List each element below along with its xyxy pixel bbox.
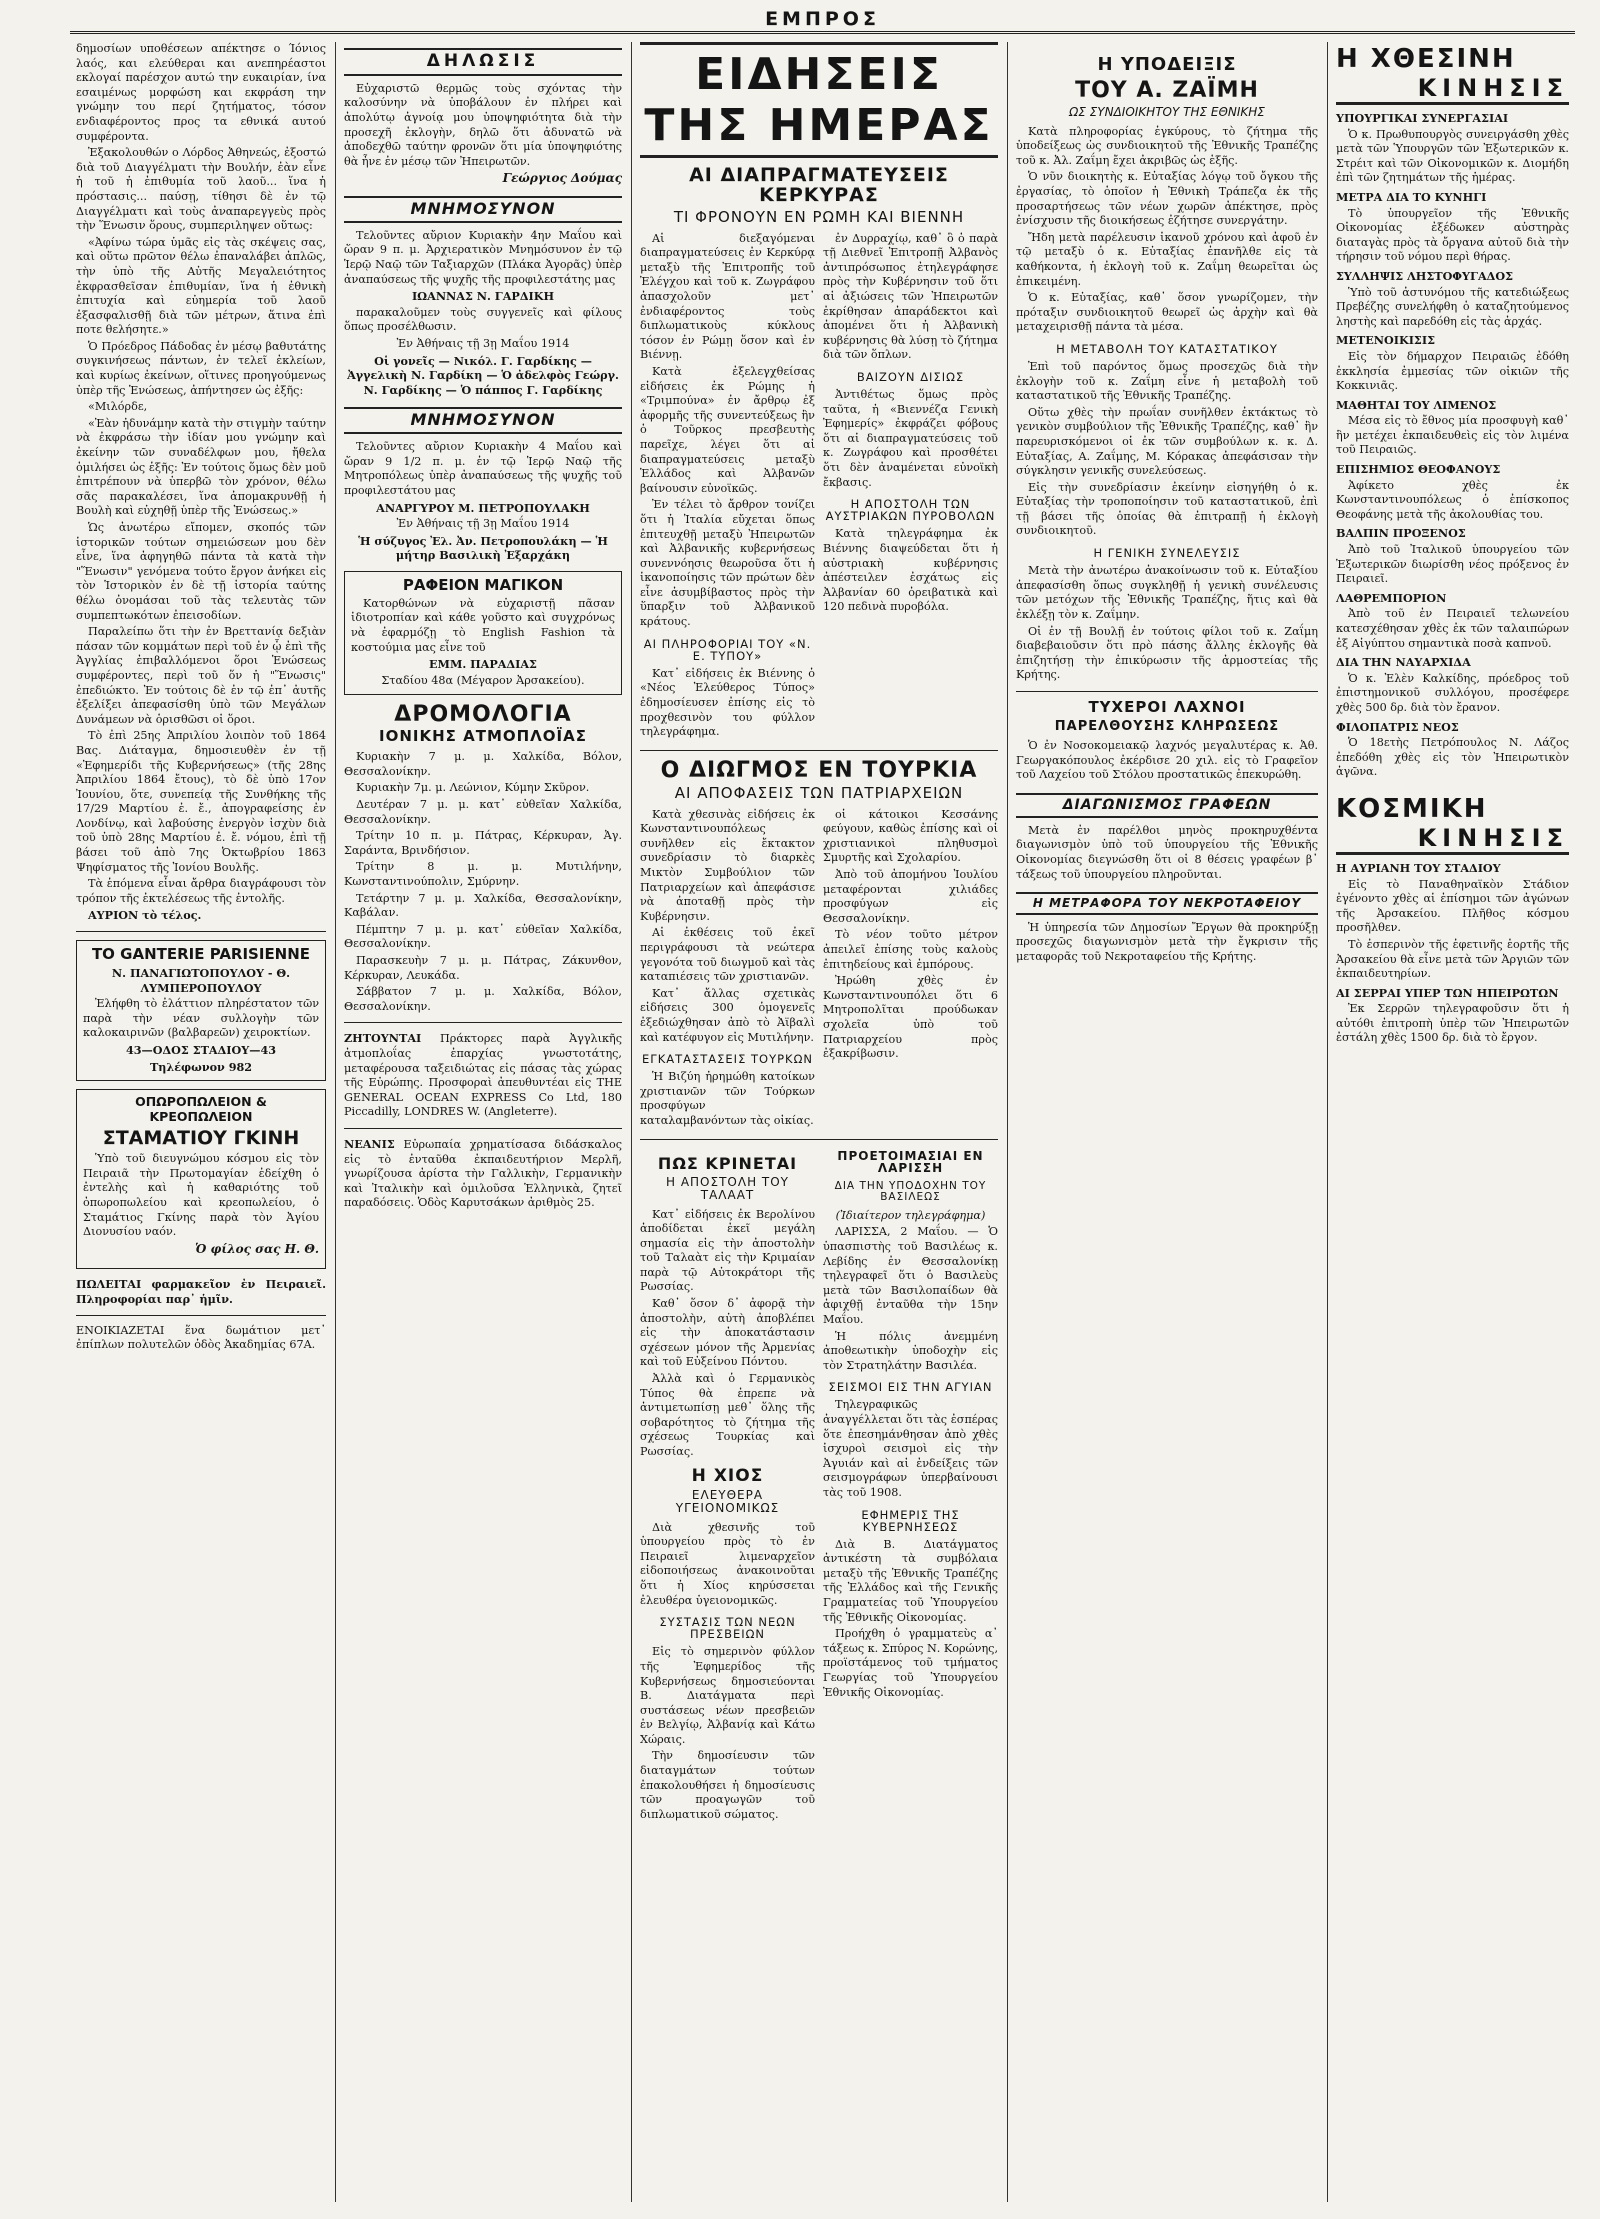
article-headline: Ο ΔΙΩΓΜΟΣ ΕΝ ΤΟΥΡΚΙΑ (660, 757, 978, 783)
article-text: Ὡς ἀνωτέρω εἴπομεν, σκοπός τῶν ἱστορικῶν τούτων σημειώσεων μου δὲν εἶνε, ἵνα ἀφηγηθῶ πάντα τὰ κατὰ τὴν "Ἕνωσιν" γενόμενα τούτο ἔργον ἀνήκει εἰς τὸν Ἱστορικὸν ἐν δὲ τῇ ἱστορία ταύτης θέλω ὀνομάσαι τοῦ τὰς τελευτὰς τῶν συμπεπτωκότων ἐπεισοδίων. (76, 521, 326, 622)
ad-name: ΕΜΜ. ΠΑΡΑΔΙΑΣ (429, 657, 537, 672)
article-text: Διὰ χθεσινῆς τοῦ ὑπουργείου πρὸς τὸ ἐν Πειραιεῖ λιμεναρχεῖον εἰδοποιήσεως ἀνακοινοῦται ὅτι ἡ Χίος κηρύσσεται ἐλευθέρα ὑγειονομικῶς. (640, 1520, 815, 1607)
schedule-item: Παρασκευὴν 7 μ. μ. Πάτρας, Ζάκυνθον, Κέρκυραν, Λευκάδα. (344, 954, 622, 982)
article-text: Τηλεγραφικῶς ἀναγγέλλεται ὅτι τὰς ἐσπέρας ὅτε ἐπεσημάνθησαν ἀπὸ χθὲς ἰσχυροὶ σεισμοὶ εἰς τὴν Ἀγυιάν καὶ αἱ ἐνδείξεις τῶν σεισμογράφων ὑπερβαίνουσι τὰς τοῦ 1908. (823, 1398, 998, 1499)
article-text: Ὁ ἐν Νοσοκομειακῷ λαχνός μεγαλυτέρας κ. Ἀθ. Γεωργακόπουλος ἐκέρδισε 20 χιλ. εἰς τὸ Γραφεῖον τοῦ Λαχείου τοῦ Στόλου προστατικῶς ἐπεκυρώθη. (1016, 739, 1318, 782)
article-text: οἱ κάτοικοι Κεσσάνης φεύγουν, καθὼς ἐπίσης καὶ οἱ χριστιανικοὶ πληθυσμοὶ Σμυρτῆς καὶ Σχολαρίου. (823, 807, 998, 865)
ad-title: ΟΠΩΡΟΠΩΛΕΙΟΝ & ΚΡΕΟΠΩΛΕΙΟΝ (135, 1094, 267, 1125)
article-subheadline: ΔΙΑ ΤΗΝ ΥΠΟΔΟΧΗΝ ΤΟΥ ΒΑΣΙΛΕΩΣ (834, 1179, 987, 1203)
column-divider (1327, 42, 1328, 2202)
notice-date: Ἐν Ἀθήναις τῇ 3ῃ Μαΐου 1914 (396, 336, 570, 350)
notice-text: Εὐχαριστῶ θερμῶς τοὺς σχόντας τὴν καλοσύνην νὰ ὑποβάλουν ἐν πλήρει καὶ ἀπολύτῳ ἀγνοίᾳ μου ὑποψηφιότητα διὰ τὴν προσεχῆ ἐκλογὴν, δηλῶ ὅτι ἀδυνατῶ νὰ ἀποδεχθῶ ταύτην φρονῶν ὅτι μία ὑποψηφιότης θὰ ἦνε ἐν μέσῳ τῶν Ἠπειρωτῶν. (344, 81, 622, 168)
article-text: Ἀλλὰ καὶ ὁ Γερμανικὸς Τύπος θὰ ἐπρεπε νὰ ἀντιμετωπίσῃ μεθ᾽ ὅλης τῆς σοβαρότητος τὸ ζήτημα τῆς σχέσεως Τουρκίας καὶ Ρωσσίας. (640, 1372, 815, 1459)
ad-title: ΡΑΦΕΙΟΝ ΜΑΓΙΚΟΝ (402, 575, 564, 594)
article-text: Ἀπὸ τοῦ ἀπομήνου Ἰουλίου μεταφέρονται χιλιάδες προσφύγων εἰς Θεσσαλονίκην. (823, 867, 998, 925)
news-item-title: ΒΑΛΠΙΝ ΠΡΟΞΕΝΟΣ (1336, 526, 1466, 541)
article-subheadline: ΠΑΡΕΛΘΟΥΣΗΣ ΚΛΗΡΩΣΕΩΣ (1054, 718, 1280, 734)
article-text: Ἡ πόλις ἀνεμμένη ἀποθεωτικὴν ὑποδοχὴν εἰς τὸν Στρατηλάτην Βασιλέα. (823, 1329, 998, 1372)
ad-text: Κατορθώνων νὰ εὐχαριστῇ πᾶσαν ἰδιοτροπίαν καὶ κάθε γοῦστο καὶ συγχρόνως νὰ ἐφαρμόζῃ τὸ English Fashion τὰ κοστούμια μας εἶνε τοῦ (351, 596, 615, 654)
schedule-item: Τετάρτην 7 μ. μ. Χαλκίδα, Θεσσαλονίκην, Καβάλαν. (344, 891, 622, 920)
column-3 (634, 42, 1004, 2202)
article-text: δημοσίων υποθέσεων απέκτησε ο Ίόνιος λαός, και ελεύθεραι και ανεπηρέαστοι εκλογαί παρέσχον αυτώ την ευκαιρίαν, ίνα εσαιμένως μορφώση και εκφράση την γνώμην του περί ζητήματος, τόσον ενδιαφέροντος προς τα εθνικά αυτού συμφέροντα. (76, 42, 326, 143)
column-2 (338, 42, 628, 2202)
article-headline: Η ΜΕΤΡΑΦΟΡΑ ΤΟΥ ΝΕΚΡΟΤΑΦΕΙΟΥ (1016, 892, 1318, 915)
article-text: Ἐν τέλει τὸ ἄρθρον τονίζει ὅτι ἡ Ἰταλία εὔχεται ὅπως ἐπιτευχθῇ μεταξὺ Ἠπειρωτῶν καὶ Ἀλβανικῆς κυβερνήσεως συνεννόησις θεωροῦσα ὅτι ἡ ἱκανοποίησις τῶν πρώτων δὲν εἶνε ἀσυμβίβαστος πρὸς τὴν ὕπαρξιν τοῦ Ἀλβανικοῦ κράτους. (640, 498, 815, 629)
news-item-title: ΛΑΘΡΕΜΠΟΡΙΟΝ (1336, 590, 1447, 605)
article-headline: ΤΟΥ Α. ΖΑΪΜΗ (1075, 77, 1259, 103)
article-headline: ΠΡΟΕΤΟΙΜΑΣΙΑΙ ΕΝ ΛΑΡΙΣΣΗ (837, 1148, 984, 1176)
ad-address: 43—ΟΔΟΣ ΣΤΑΔΙΟΥ—43 (125, 1043, 277, 1057)
article-text: «Ἀφίνω τώρα ὑμᾶς εἰς τὰς σκέψεις σας, καὶ οὕτω πρῶτον θέλω ἐπαναλάβει ἁπλῶς, τὴν ὑπὸ τῆς Αὐτῆς Μεγαλειότητος ἐκφρασθεῖσαν ἐπιθυμίαν, ἵνα ἡ ἐθνικὴ ἐπιτυχία καὶ εὐημερία τοῦ λαοῦ ἐξασφαλισθῇ διὰ τῶν μέτρων, ἅτινα ἐπὶ ποτε θελήσητε.» (76, 235, 326, 337)
article-headline: ΔΙΑΓΩΝΙΣΜΟΣ ΓΡΑΦΕΩΝ (1016, 793, 1318, 818)
schedule-item: Κυριακὴν 7μ. μ. Λεώνιον, Κύμην Σκῦρον. (356, 781, 590, 795)
notice-text: Τελοῦντες αὔριον Κυριακὴν 4ην Μαΐου καὶ ὥραν 9 π. μ. Ἀρχιερατικὸν Μνημόσυνον ἐν τῷ Ἱερῷ Ναῷ τῶν Ταξιαρχῶν (Πλάκα Ἀγορᾶς) ὑπὲρ ἀναπαύσεως τῆς ψυχῆς τῆς προφιλεστάτης μας (344, 228, 622, 286)
article-text: Οὕτω χθὲς τὴν πρωΐαν συνῆλθεν ἐκτάκτως τὸ γενικὸν συμβούλιον τῆς Ἐθνικῆς Τραπέζης, καθ᾽ ἣν παρευρισκόμενοι οἱ ἐκ τῶν συμβούλων κ. κ. Δ. Εὐταξίας, Α. Ζαΐμης, Μ. Κόρακας ἀπεφάσισαν τὴν σύγκλησιν γενικῆς συνελεύσεως. (1016, 405, 1318, 478)
article-text: Κατ᾽ ἄλλας σχετικὰς εἰδήσεις 300 ὁμογενεῖς ἐξεδιώχθησαν ἀπὸ τὸ Ἀϊβαλὶ καὶ κατέφυγον εἰς Μυτιλήνην. (640, 986, 815, 1044)
article-text: Τὴν δημοσίευσιν τῶν διαταγμάτων τούτων ἐπακολουθήσει ἡ δημοσίευσις τῶν προαγωγῶν τοῦ διπλωματικοῦ σώματος. (640, 1749, 815, 1821)
article-text: Παραλείπω ὅτι τὴν ἐν Βρεττανίᾳ δεξιὰν πάσαν τῶν κομμάτων περὶ τοῦ ἐν ᾧ ἐπὶ τῆς Ἀγγλίας ἐπιβαλλόμενοι ὅροι Ἑνώσεως συμφέροντες, περὶ τοῦ ὅν ἡ "Ἕνωσις" ἐπεδιώκτο. Ἐν τούτοις δὲ ἐν τῷ ἐπ᾽ ἀυτῆς ἐξελίξει ἀπεφασίσθη ὑπὸ τῶν Μεγάλων Δυνάμεων νὰ ὁρισθῶσι οἱ ὅροι. (76, 625, 326, 726)
article-text: Ἀντιθέτως ὅμως πρὸς ταῦτα, ἡ «Βιεννέζα Γενικὴ Ἐφημερίς» ἐκφράζει φόβους ὅτι αἱ διαπραγματεύσεις τοῦ κ. Ζωγράφου καὶ προσθέτει ὅτι δὲν ἀναμένεται εὐνοϊκὴ ἔκβασις. (823, 388, 998, 489)
news-item-title: ΕΠΙΣΗΜΙΟΣ ΘΕΟΦΑΝΟΥΣ (1336, 462, 1501, 477)
article-text: Εἰς τὴν συνεδρίασιν ἐκείνην εἰσηγήθη ὁ κ. Εὐταξίας τὴν τροποποίησιν τοῦ καταστατικοῦ, ἐπὶ τῇ βάσει τῆς ὁποίας θὰ ἐπιτραπῇ ἡ ἐκλογὴ συνδιοικητοῦ. (1016, 480, 1318, 538)
article-subhead: ΕΓΚΑΤΑΣΤΑΣΕΙΣ ΤΟΥΡΚΩΝ (642, 1052, 813, 1067)
article-tag: (Ἰδιαίτερον τηλεγράφημα) (835, 1208, 986, 1222)
article-text: Ἐπὶ τοῦ παρόντος ὅμως προσεχῶς διὰ τὴν ἐκλογὴν τοῦ κ. Ζαΐμη εἶνε ἡ μεταβολὴ τοῦ καταστατικοῦ τῆς Ἐθνικῆς Τραπέζης. (1016, 359, 1318, 403)
article-text: Εἰς τὸ σημερινὸν φύλλον τῆς Ἐφημερίδος τῆς Κυβερνήσεως δημοσιεύονται Β. Διατάγματα περὶ συστάσεως νέων πρεσβειῶν ἐν Βελγίῳ, Ἀλβανίᾳ καὶ Κάτω Χώραις. (640, 1645, 815, 1746)
section-heading: ΜΝΗΜΟΣΥΝΟΝ (344, 196, 622, 223)
article-text: Οἱ ἐν τῇ Βουλῇ ἐν τούτοις φίλοι τοῦ κ. Ζαΐμη διαβεβαιοῦσιν ὅτι πρὸ πάσης ἄλλης ἐκλογῆς θὰ ἐπιζητήσῃ τὴν ἐπικύρωσιν τῆς ἀρμοστείας τῆς Κρήτης. (1016, 624, 1318, 682)
column-1 (70, 42, 332, 2202)
schedule-item: Κυριακὴν 7 μ. μ. Χαλκίδα, Βόλον, Θεσσαλονίκην. (344, 750, 622, 778)
ad-text: Ὑπὸ τοῦ διευγνώμου κόσμου εἰς τὸν Πειραιᾶ τὴν Πρωτομαγίαν ἐδείχθη ὁ ἐντελὴς καὶ ἡ καθαριότης τοῦ ὀπωροπωλείου καὶ κρεοπωλείου, ὁ Σταμάτιος Γκίνης παρὰ τὸν Ἀγίου Διονυσίου ναόν. (83, 1152, 319, 1239)
article-subhead: ΑΙ ΠΛΗΡΟΦΟΡΙΑΙ ΤΟΥ «Ν. Ε. ΤΥΠΟΥ» (643, 636, 812, 663)
article-headline: ΑΙ ΔΙΑΠΡΑΓΜΑΤΕΥΣΕΙΣ ΚΕΡΚΥΡΑΣ (689, 164, 949, 206)
article-text: Κατὰ τηλεγράφημα ἐκ Βιέννης διαψεύδεται ὅτι ἡ αὐστριακὴ κυβέρνησις ἀπέστειλεν ἐσχάτως εἰς Ἀλβανίαν 60 ὀρειβατικὰ καὶ 120 πεδινὰ πυροβόλα. (823, 527, 998, 614)
article-text: Ἡ ὑπηρεσία τῶν Δημοσίων Ἔργων θὰ προκηρύξῃ προσεχῶς διαγωνισμὸν μετὰ τὴν ἔγκρισιν τῆς μεταφορᾶς τοῦ Νεκροταφείου τῆς Κρήτης. (1016, 920, 1318, 963)
ad-address: Σταδίου 48α (Μέγαρον Ἀρσακείου). (381, 673, 585, 687)
news-item: Ὁ 18ετὴς Πετρόπουλος Ν. Λάζος ἐπεδόθη χθὲς εἰς τὸν Ἠπειρωτικὸν ἀγῶνα. (1336, 736, 1569, 779)
article-headline: Η ΧΙΟΣ (691, 1465, 764, 1486)
article-text: Αἱ διεξαγόμεναι διαπραγματεύσεις ἐν Κερκύρᾳ μεταξὺ τῆς Ἐπιτροπῆς τοῦ Ἐλέγχου καὶ τοῦ κ. Ζωγράφου ἀπασχολοῦν μετ᾽ ἐνδιαφέροντος τοὺς διπλωματικοὺς κύκλους τόσον ἐν Ρώμῃ ὅσον καὶ ἐν Βιέννῃ. (640, 231, 815, 362)
article-text: ἐν Δυρραχίῳ, καθ᾽ ὃ ὁ παρὰ τῇ Διεθνεῖ Ἐπιτροπῇ Ἀλβανὸς ἀντιπρόσωπος ἐτηλεγράφησε πρὸς τὴν Κυβέρνησιν τοῦ ὅτι αἱ ἀξιώσεις τῶν Ἠπειρωτῶν ἐκρίθησαν ἀπαράδεκτοι καὶ ἀπομένει ὅτι ἡ Ἀλβανικὴ κυβέρνησις θὰ λύσῃ τὸ ζήτημα διὰ τῶν ὅπλων. (823, 231, 998, 362)
article-text: Ὁ Πρόεδρος Πάδοδας ἐν μέσῳ βαθυτάτης συγκινήσεως πάντων, ἐν τελεῖ ἐκλείων, καὶ κυρίως ἐκείνων, οἵτινες προηγούμενως ὑπὲρ τῆς Ἑνώσεως, ἀπήντησεν ὡς ἐξῆς: (76, 339, 326, 397)
notice-text: παρακαλοῦμεν τοὺς συγγενεῖς καὶ φίλους ὅπως προσέλθωσιν. (344, 305, 622, 334)
article-headline: ΤΥΧΕΡΟΙ ΛΑΧΝΟΙ (1088, 697, 1246, 716)
article-subhead: Η ΜΕΤΑΒΟΛΗ ΤΟΥ ΚΑΤΑΣΤΑΤΙΚΟΥ (1056, 341, 1278, 356)
section-subheading: ΙΟΝΙΚΗΣ ΑΤΜΟΠΛΟΪΑΣ (379, 726, 587, 745)
news-item: Ἀφίκετο χθὲς ἐκ Κωνσταντινουπόλεως ὁ ἐπίσκοπος Θεοφάνης μετὰ τῆς ἀκολουθίας του. (1336, 478, 1569, 521)
article-subhead: ΒΑΙΖΟΥΝ ΔΙΣΙΩΣ (856, 369, 965, 384)
article-text: Διὰ Β. Διατάγματος ἀντικέστη τὰ συμβόλαια μεταξὺ τῆς Ἐθνικῆς Τραπέζης τῆς Ἑλλάδος καὶ τῆς Γενικῆς Γραμματείας τοῦ Ὑπουργείου τῆς Ἐθνικῆς Οἰκονομίας. (823, 1537, 998, 1624)
article-subheadline: Η ΑΠΟΣΤΟΛΗ ΤΟΥ ΤΑΛΑΑΤ (665, 1175, 790, 1202)
ad-fruit-shop (76, 1089, 326, 1269)
article-text: Ἡ Βιζύη ἠρημώθη κατοίκων χριστιανῶν τῶν Τούρκων προσφύγων καταλαμβανόντων τὰς οἰκίας. (640, 1070, 815, 1127)
notice-signature: Γεώργιος Δούμας (502, 171, 622, 186)
ad-title: ΤΟ GANTERIE PARISIENNE (91, 945, 311, 964)
article-text: «Μιλόρδε, (88, 400, 148, 414)
article-subhead: ΕΦΗΜΕΡΙΣ ΤΗΣ ΚΥΒΕΡΝΗΣΕΩΣ (861, 1507, 960, 1534)
article-text: Τὸ ἐπὶ 25ης Ἀπριλίου λοιπὸν τοῦ 1864 Βας. Διάταγμα, δημοσιευθὲν ἐν τῇ «Ἐφημερίδι τῆς Κυβερνήσεως» (τῆς 28ης Ἀπριλίου 1864 ἔτους), τὸ δὲ ὑπὸ 17ον Ἰουνίου, ὅτε, συνεπείᾳ τῆς Συνθήκης τῆς 17/29 Μαρτίου ἐ. ἔ., ἀπογραφείσης ἐν Λονδίνῳ, καὶ λαβούσης ἐνεργὸν ἰσχὺν διὰ τοῦ ὑπὸ 28ης Μαρτίου ἐ. ἔ. νόμου, ἐπὶ τῇ βάσει τοῦ ἀπὸ 7ης Ὀκτωβρίου 1863 Ψηφίσματος τῆς Ἰονίου Βουλῆς. (76, 729, 326, 874)
continued-note: ΑΥΡΙΟΝ τὸ τέλος. (88, 908, 202, 923)
ad-text: Πράκτορες παρὰ Ἀγγλικῆς ἀτμοπλοΐας ἐπαρχίας γνωστοτάτης, μεταφέρουσα ταξειδιώτας εἰς πάσας τὰς χώρας τῆς Εὐρώπης. Προσφοραὶ ἀπευθυντέαι εἰς THE GENERAL OCEAN EXPRESS Co Ltd, 180 Piccadilly, LONDRES W. (Angleterre). (344, 1032, 622, 1119)
article-text: Μετὰ τὴν ἀνωτέρω ἀνακοίνωσιν τοῦ κ. Εὐταξίου ἀπεφασίσθη ὅπως συγκληθῇ ἡ γενικὴ συνέλευσις τῶν μετόχων τῆς Ἐθνικῆς Τραπέζης, ἥτις καὶ θὰ ἐκλέξῃ τὸν κ. Ζαΐμην. (1016, 564, 1318, 621)
article-text: Αἱ ἐκθέσεις τοῦ ἐκεῖ περιγράφουσι τὰ νεώτερα γεγονότα τοῦ διωγμοῦ καὶ τὰς καταπιέσεις τῶν χριστιανῶν. (640, 926, 815, 984)
article-text: Κατ᾽ εἰδήσεις ἐκ Βιέννης ὁ «Νέος Ἐλεύθερος Τύπος» ἐδημοσίευσεν ἐπίσης εἰς τὸ προχθεσινὸν του φύλλον τηλεγράφημα. (640, 666, 815, 739)
article-text: ΛΑΡΙΣΣΑ, 2 Μαΐου. — Ὁ ὑπασπιστὴς τοῦ Βασιλέως κ. Λεβίδης ἐν Θεσσαλονίκῃ τηλεγραφεῖ ὅτι ὁ Βασιλεὺς μετὰ τῶν Βασιλοπαίδων θὰ ἀφιχθῇ ἐνταῦθα τὴν 15ην Μαΐου. (823, 1225, 998, 1326)
section-heading: ΔΡΟΜΟΛΟΓΙΑ (394, 702, 572, 728)
ad-pharmacy: ΠΩΛΕΙΤΑΙ φαρμακεῖον ἐν Πειραιεῖ. Πληροφορίαι παρ᾽ ἡμῖν. (76, 1277, 326, 1306)
ad-text: Εὐρωπαία χρηματίσασα διδάσκαλος εἰς τὸ ἐνταῦθα ἐκπαιδευτήριον Μερλῆ, γνωρίζουσα ἀρίστα τὴν Γαλλικὴν, Γερμανικὴν καὶ Ἰταλικὴν καὶ ὁμιλοῦσα Ἑλληνικὰ, ζητεῖ παραδόσεις. Ὁδὸς Καρυτσάκων ἀριθμὸς 25. (344, 1137, 622, 1210)
notice-signatures: Ἡ σύζυγος Ἐλ. Ἀν. Πετροπουλάκη — Ἡ μήτηρ Βασιλικὴ Ἐξαρχάκη (358, 533, 608, 563)
ad-text: Ἐλήφθη τὸ ἐλάττιον πληρέστατον τῶν παρὰ τὴν νέαν συλλογὴν τῶν καλοκαιρινῶν (βαλβαρεῶν) χειροκτίων. (83, 997, 319, 1040)
news-item: Ὁ κ. Ἐλὲν Καλκίδης, πρόεδρος τοῦ ἐπιστημονικοῦ συλλόγου, προσέφερε χθὲς 500 δρ. διὰ τὸν ἔρανον. (1336, 671, 1569, 714)
news-item-title: ΑΙ ΣΕΡΡΑΙ ΥΠΕΡ ΤΩΝ ΗΠΕΙΡΩΤΩΝ (1336, 985, 1559, 1000)
section-heading: Η ΧΘΕΣΙΝΗ (1336, 44, 1516, 74)
notice-signatures: Οἱ γονεῖς — Νικόλ. Γ. Γαρδίκης — Ἀγγελικὴ Ν. Γαρδίκη — Ὁ ἀδελφὸς Γεώργ. Ν. Γαρδίκης — Ὁ πάππος Γ. Γαρδίκης (347, 353, 619, 397)
news-item-title: ΜΕΤΕΝΟΙΚΙΣΙΣ (1336, 333, 1435, 348)
article-text: Κατὰ ἐξελεγχθείσας εἰδήσεις ἐκ Ρώμης ἡ «Τριμπούνα» ἐν ἄρθρῳ ἐξ ἀφορμῆς τῆς συνεντεύξεως ἣν ὁ Τοῦρκος πρεσβευτὴς παρεῖχε, λέγει ὅτι αἱ διαπραγματεύσεις μεταξὺ Ἑλλάδος καὶ Ἀλβανῶν βαίνουσιν εὐνοϊκῶς. (640, 364, 815, 495)
news-item: Εἰς τὸν δήμαρχον Πειραιῶς ἐδόθη ἐκκλησία ἐμμεσίας τῶν οἰκιῶν τῆς Κοκκινιᾶς. (1336, 349, 1569, 393)
ad-tailor (344, 571, 622, 696)
article-text: Κατ᾽ εἰδήσεις ἐκ Βερολίνου ἀποδίδεται ἐκεῖ μεγάλη σημασία εἰς τὴν ἀποστολὴν τοῦ Ταλαὰτ εἰς τὴν Κριμαίαν παρὰ τῷ Αὐτοκράτορι τῆς Ρωσσίας. (640, 1207, 815, 1294)
news-item: Ὑπὸ τοῦ ἀστυνόμου τῆς κατεδιώξεως Πρεβέζης συνελήφθη ὁ καταζητούμενος ληστὴς καὶ παρεδόθη εἰς τὰς ἀρχάς. (1336, 285, 1569, 328)
news-item-title: ΥΠΟΥΡΓΙΚΑΙ ΣΥΝΕΡΓΑΣΙΑΙ (1336, 111, 1509, 125)
article-text: Ἠρώθη χθὲς ἐν Κωνσταντινουπόλει ὅτι 6 Μητροπολῖται προύδωκαν σχολεῖα ὑπὸ τοῦ Πατριαρχείου πρὸς ἐξακρίβωσιν. (823, 974, 998, 1061)
article-text: «Ἐὰν ἠδυνάμην κατὰ τὴν στιγμὴν ταύτην νὰ ἐκφράσω τὴν ἰδίαν μου γνώμην καὶ ἐκείνην τῶν συναδέλφων μου, ἤθελα ὁμιλήσει ὡς ἑξῆς: Ἐν τούτοις ὅμως δὲν μοῦ ἐπιτρέπουν νὰ ὑπερβῶ τὸν χρόνον, θέλω σᾶς παρακαλέσει, ἵνα ἀπομακρυνθῇ ἡ Βουλὴ καὶ εὐχηθῇ ὑπὲρ τῆς Ἑνώσεως.» (76, 416, 326, 518)
schedule-item: Σάββατον 7 μ. μ. Χαλκίδα, Βόλον, Θεσσαλονίκην. (344, 985, 622, 1013)
article-subheadline: ΤΙ ΦΡΟΝΟΥΝ ΕΝ ΡΩΜΗ ΚΑΙ ΒΙΕΝΝΗ (673, 207, 965, 226)
news-item-title: ΜΕΤΡΑ ΔΙΑ ΤΟ ΚΥΝΗΓΙ (1336, 189, 1487, 204)
article-text: Ὁ νῦν διοικητὴς κ. Εὐταξίας λόγῳ τοῦ ὄγκου τῆς ἐργασίας, τὸ ὁποῖον ἡ Ἐθνικὴ Τράπεζα ἐκ τῆς προσαρτήσεως τῶν νέων χωρῶν ἀπέκτησε, πρὸς ἐνίσχυσιν τῆς διοικήσεως ἐζήτησε συνεργάτην. (1016, 170, 1318, 228)
news-banner: ΕΙΔΗΣΕΙΣ ΤΗΣ ΗΜΕΡΑΣ (640, 42, 998, 158)
newspaper-page (70, 8, 1575, 2213)
article-subhead: Η ΑΠΟΣΤΟΛΗ ΤΩΝ ΑΥΣΤΡΙΑΚΩΝ ΠΥΡΟΒΟΛΩΝ (825, 497, 996, 524)
ad-name: ΣΤΑΜΑΤΙΟΥ ΓΚΙΝΗ (102, 1127, 300, 1150)
article-subheadline: ΕΛΕΥΘΕΡΑ ΥΓΕΙΟΝΟΜΙΚΩΣ (675, 1488, 780, 1516)
column-4 (1010, 42, 1324, 2202)
article-subheadline: ΑΙ ΑΠΟΦΑΣΕΙΣ ΤΩΝ ΠΑΤΡΙΑΡΧΕΙΩΝ (674, 783, 964, 802)
schedule-item: Πέμπτην 7 μ. μ. κατ᾽ εὐθεῖαν Χαλκίδα, Θεσσαλονίκην. (344, 922, 622, 951)
article-text: Ὁ κ. Εὐταξίας, καθ᾽ ὅσον γνωρίζομεν, τὴν πρόταξιν συνδιοικητοῦ θεωρεῖ ὡς ἀρχὴν καὶ θὰ μεταχειρισθῇ πάντα τὰ μέσα. (1016, 291, 1318, 334)
column-divider (1007, 42, 1008, 2202)
news-item: Ἀπὸ τοῦ ἐν Πειραιεῖ τελωνείου κατεσχέθησαν χθὲς ἐκ τῶν ταλαιπώρων ἐξ Αἰγύπτου σημαντικὰ ποσὰ καπνοῦ. (1336, 607, 1569, 650)
news-item: Τὸ ἐσπερινὸν τῆς ἐφετινῆς ἑορτῆς τῆς Ἀρσακείου θὰ εἶνε μετὰ τῶν Ἀργιῶν τῶν ἐκπαιδευτηρίων. (1336, 937, 1569, 981)
article-text: Ἤδη μετὰ παρέλευσιν ἱκανοῦ χρόνου καὶ ἀφοῦ ἐν τῷ μεταξὺ ὁ κ. Εὐταξίας ἐπανῆλθε εἰς τὰ καθήκοντα, ἡ ἐκλογὴ τοῦ κ. Ζαΐμη θεωρεῖται ὡς ἐπικειμένη. (1016, 230, 1318, 288)
news-item: Ὁ κ. Πρωθυπουργὸς συνειργάσθη χθὲς μετὰ τῶν Ὑπουργῶν τῶν Ἐξωτερικῶν κ. Στρέιτ καὶ τῶν Οἰκονομικῶν κ. Διομήδη ἐπὶ τῶν ζητημάτων τῆς ἡμέρας. (1336, 127, 1569, 185)
news-item-title: ΜΑΘΗΤΑΙ ΤΟΥ ΛΙΜΕΝΟΣ (1336, 397, 1497, 412)
article-subhead: Η ΓΕΝΙΚΗ ΣΥΝΕΛΕΥΣΙΣ (1093, 546, 1241, 561)
article-text: Κατὰ χθεσινὰς εἰδήσεις ἐκ Κωνσταντινουπόλεως συνῆλθεν εἰς ἔκτακτον συνεδρίασιν τὸ διαρκὲς Μικτὸν Συμβούλιον τῶν Πατριαρχείων καὶ ἀπεφάσισε νὰ ἀποταθῇ πρὸς τὴν Κυβέρνησιν. (640, 807, 815, 923)
article-text: Τὸ νέον τοῦτο μέτρον ἀπειλεῖ ἐπίσης τοὺς καλοὺς ἐπιτηδείους καὶ ἐμπόρους. (823, 928, 998, 971)
article-subhead: ΣΕΙΣΜΟΙ ΕΙΣ ΤΗΝ ΑΓΥΙΑΝ (828, 1380, 993, 1395)
news-item: Τὸ ὑπουργεῖον τῆς Ἐθνικῆς Οἰκονομίας ἐξέδωκεν αὐστηρὰς διαταγὰς πρὸς τὰ ὄργανα αὐτοῦ διὰ τὴν τήρησιν τοῦ νόμου περὶ θήρας. (1336, 206, 1569, 264)
article-text: Κατὰ πληροφορίας ἐγκύρους, τὸ ζήτημα τῆς ὑποδείξεως ὡς συνδιοικητοῦ τῆς Ἐθνικῆς Τραπέζης τοῦ κ. Ἀλ. Ζαΐμη ἔχει ἀκριβῶς ὡς ἑξῆς. (1016, 124, 1318, 167)
news-item-title: Η ΑΥΡΙΑΝΗ ΤΟΥ ΣΤΑΔΙΟΥ (1336, 860, 1501, 875)
news-item: Εἰς τὸ Παναθηναϊκὸν Στάδιον ἐγένοντο χθὲς αἱ ἐπίσημοι τῶν ἀγώνων τῆς Ἀρσακείου. Πλῆθος κόσμου προσῆλθεν. (1336, 877, 1569, 935)
section-heading: ΚΙΝΗΣΙΣ (1336, 824, 1569, 855)
schedule-item: Δευτέραν 7 μ. μ. κατ᾽ εὐθεῖαν Χαλκίδα, Θεσσαλονίκην. (344, 798, 622, 826)
article-subheadline: ΩΣ ΣΥΝΔΙΟΙΚΗΤΟΥ ΤΗΣ ΕΘΝΙΚΗΣ (1069, 104, 1265, 119)
ad-title: ΝΕΑΝΙΣ (344, 1136, 395, 1151)
article-subhead: ΣΥΣΤΑΣΙΣ ΤΩΝ ΝΕΩΝ ΠΡΕΣΒΕΙΩΝ (659, 1615, 796, 1642)
notice-name: ΑΝΑΡΓΥΡΟΥ Μ. ΠΕΤΡΟΠΟΥΛΑΚΗ (376, 500, 590, 515)
ad-rent: ΕΝΟΙΚΙΑΖΕΤΑΙ ἕνα δωμάτιον μετ᾽ ἐπίπλων πολυτελῶν ὁδὸς Ἀκαδημίας 67Α. (76, 1323, 326, 1352)
article-text: Τὰ ἑπόμενα εἶναι ἄρθρα διαγράφουσι τὸν τρόπον τῆς ἐκτελέσεως τῆς ἐντολῆς. (76, 877, 326, 905)
schedule-item: Τρίτην 10 π. μ. Πάτρας, Κέρκυραν, Ἀγ. Σαράντα, Βρινδήσιον. (344, 829, 622, 857)
ad-title: ΖΗΤΟΥΝΤΑΙ (344, 1031, 422, 1046)
masthead-title: ΕΜΠΡΟΣ (765, 8, 880, 30)
article-headline: Η ΥΠΟΔΕΙΞΙΣ (1097, 54, 1237, 75)
ad-subtitle: Ν. ΠΑΝΑΓΙΩΤΟΠΟΥΛΟΥ - Θ. ΛΥΜΠΕΡΟΠΟΥΛΟΥ (111, 966, 291, 995)
section-heading: ΚΟΣΜΙΚΗ (1336, 793, 1488, 824)
section-heading: ΔΗΛΩΣΙΣ (344, 48, 622, 76)
notice-text: Τελοῦντες αὔριον Κυριακὴν 4 Μαΐου καὶ ὥραν 9 1/2 π. μ. ἐν τῷ Ἱερῷ Ναῷ τῆς Μητροπόλεως ὑπὲρ ἀναπαύσεως τῆς ψυχῆς τοῦ προφιλεστάτου μας (344, 440, 622, 497)
news-item-title: ΦΙΛΟΠΑΤΡΙΣ ΝΕΟΣ (1336, 719, 1459, 734)
column-divider (335, 42, 336, 2202)
news-item-title: ΔΙΑ ΤΗΝ ΝΑΥΑΡΧΙΔΑ (1336, 655, 1471, 670)
article-text: Μετὰ ἐν παρέλθοι μηνὸς προκηρυχθέντα διαγωνισμὸν ὑπὸ τοῦ ὑπουργείου τῆς Ἐθνικῆς Οἰκονομίας διεγνώσθη ὅτι οἱ 8 θέσεις γραφέων β᾽ τάξεως τοῦ ὑπουργείου πληροῦνται. (1016, 823, 1318, 881)
ad-ganterie (76, 940, 326, 1081)
section-heading: ΚΙΝΗΣΙΣ (1336, 74, 1569, 105)
news-item-title: ΣΥΛΛΗΨΙΣ ΛΗΣΤΟΦΥΓΑΔΟΣ (1336, 268, 1514, 283)
notice-date: Ἐν Ἀθήναις τῇ 3ῃ Μαΐου 1914 (396, 517, 570, 531)
article-text: Καθ᾽ ὅσον δ᾽ ἀφορᾷ τὴν ἀποστολὴν, αὐτὴ ἀποβλέπει εἰς τὴν ἀποκατάστασιν σχέσεων μόνον τῆς Ἀρμενίας καὶ τοῦ Εὐξείνου Πόντου. (640, 1297, 815, 1369)
schedule-item: Τρίτην 8 μ. μ. Μυτιλήνην, Κωνσταντινούπολιν, Σμύρνην. (344, 860, 622, 889)
news-item: Μέσα εἰς τὸ ἔθνος μία προσφυγὴ καθ᾽ ἣν μετέχει ἐκπαιδευθεὶς εἰς τὸν λιμένα τοῦ Πειραιῶς. (1336, 414, 1569, 457)
news-item: Ἐκ Σερρῶν τηλεγραφοῦσιν ὅτι ἡ αὐτόθι ἐπιτροπὴ ὑπὲρ τῶν Ἠπειρωτῶν ἐστάλη χθὲς 1500 δρ. διὰ τὸ ἔργον. (1336, 1002, 1569, 1045)
ad-phone: Τηλέφωνον 982 (149, 1059, 253, 1074)
article-text: Προήχθη ὁ γραμματεὺς α᾽ τάξεως κ. Σπύρος Ν. Κορώνης, προϊστάμενος τοῦ τμήματος Γεωργίας τοῦ Ὑπουργείου Ἐθνικῆς Οἰκονομίας. (823, 1627, 998, 1699)
news-item: Ἀπὸ τοῦ Ἰταλικοῦ ὑπουργείου τῶν Ἐξωτερικῶν διωρίσθη νέος πρόξενος ἐν Πειραιεῖ. (1336, 543, 1569, 586)
masthead (70, 8, 1575, 34)
column-5 (1330, 42, 1575, 2202)
article-text: Ἐξακολουθών ο Λόρδος Ἀθηνεώς, ἐξοστώ διὰ τοῦ Διαγγέλματι τὴν Βουλήν, ἐὰν εἶνε ἡ τοῦ ἡ ἐπιθυμία τοῦ λαοῦ... ἵνα ἡ πρόστασις... παύσῃ, τίθησι δὲ ἐν τῷ Διαγγέλματι καὶ τοὺς ἀναπαρεγγεὺς πρὸς τὴν Ἕνωσιν ὅρους, συμπεριληψεν οὕτως: (76, 146, 326, 233)
column-divider (631, 42, 632, 2202)
notice-name: ΙΩΑΝΝΑΣ Ν. ΓΑΡΔΙΚΗ (411, 289, 555, 304)
ad-signature: Ὁ φίλος σας Η. Θ. (195, 1241, 319, 1256)
section-heading: ΜΝΗΜΟΣΥΝΟΝ (344, 407, 622, 434)
article-headline: ΠΩΣ ΚΡΙΝΕΤΑΙ (657, 1153, 798, 1173)
